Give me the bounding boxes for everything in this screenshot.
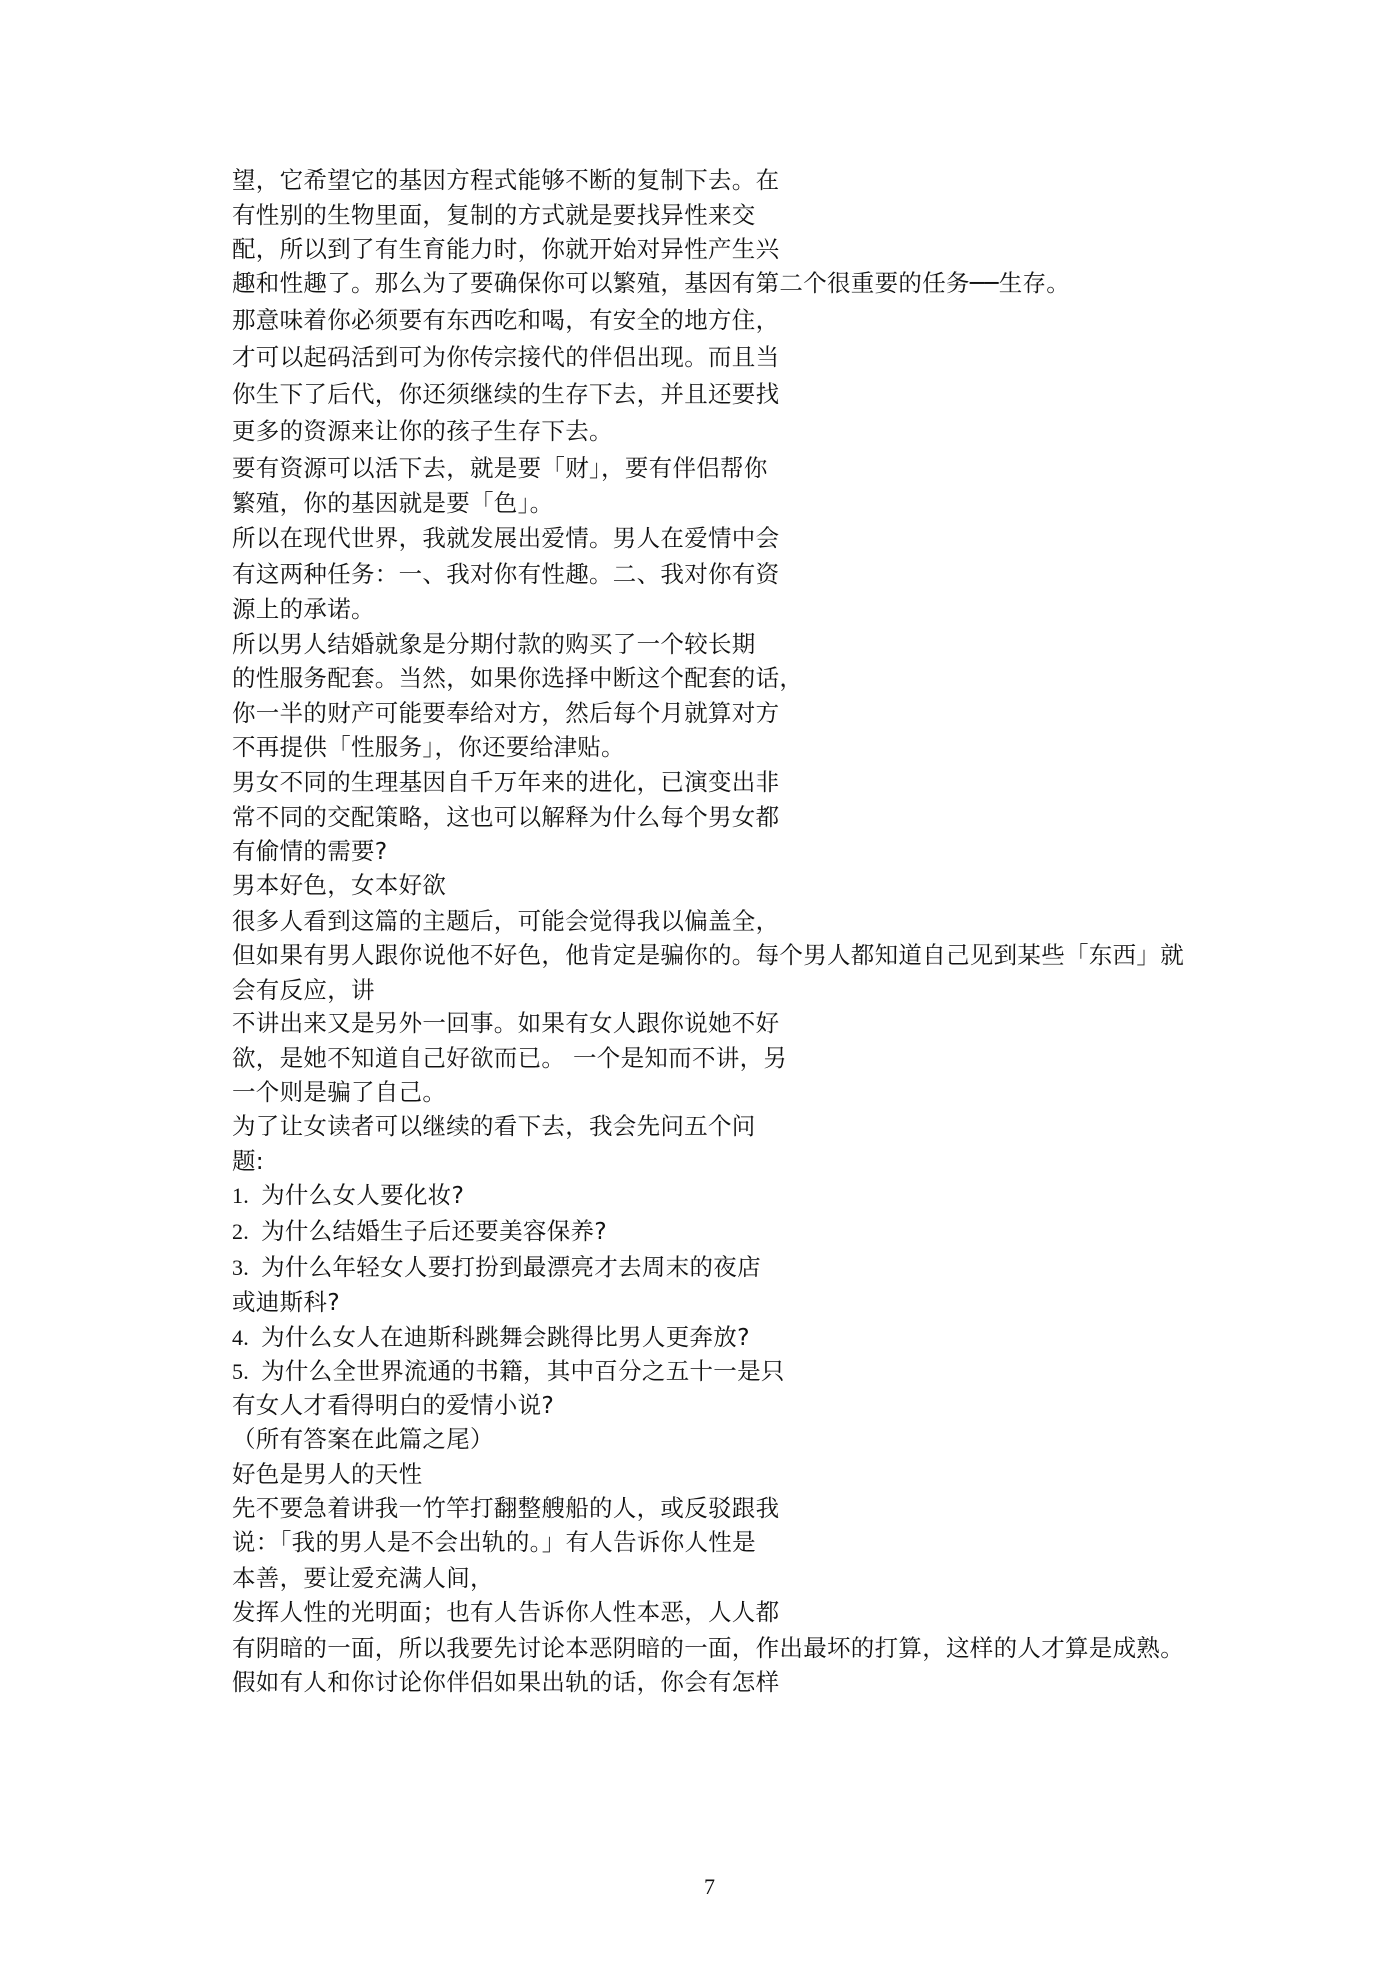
text-line: 题:: [232, 1147, 265, 1175]
text-line: （所有答案在此篇之尾）: [232, 1425, 494, 1453]
text-line: 先不要急着讲我一竹竿打翻整艘船的人，或反驳跟我: [232, 1494, 780, 1522]
page-number: 7: [704, 1874, 715, 1899]
text-line: 但如果有男人跟你说他不好色，他肯定是骗你的。每个男人都知道自己见到某些「东西」就: [232, 941, 1184, 969]
text-line: 不再提供「性服务」，你还要给津贴。: [232, 733, 625, 761]
question-text: 为什么年轻女人要打扮到最漂亮才去周末的夜店: [261, 1253, 761, 1281]
text-line: 假如有人和你讨论你伴侣如果出轨的话，你会有怎样: [232, 1668, 780, 1696]
text-line: 有这两种任务：一、我对你有性趣。二、我对你有资: [232, 560, 780, 588]
text-line: 好色是男人的天性: [232, 1460, 423, 1488]
question-number: 4.: [232, 1325, 250, 1350]
text-line: 常不同的交配策略，这也可以解释为什么每个男女都: [232, 803, 780, 831]
text-line: 说：「我的男人是不会出轨的。」有人告诉你人性是: [232, 1528, 756, 1556]
text-line: 望，它希望它的基因方程式能够不断的复制下去。在: [232, 166, 780, 194]
question-text: 为什么女人在迪斯科跳舞会跳得比男人更奔放?: [261, 1323, 750, 1351]
text-line: 男本好色，女本好欲: [232, 871, 447, 899]
text-line: 才可以起码活到可为你传宗接代的伴侣出现。而且当: [232, 343, 780, 371]
question-item: [232, 1216, 607, 1247]
text-line: 趣和性趣了。那么为了要确保你可以繁殖，基因有第二个很重要的任务──生存。: [232, 269, 1071, 297]
text-line: 那意味着你必须要有东西吃和喝，有安全的地方住，: [232, 306, 780, 334]
text-line: 的性服务配套。当然，如果你选择中断这个配套的话，: [232, 664, 804, 692]
question-text: 为什么女人要化妆?: [261, 1181, 465, 1209]
question-number: 2.: [232, 1219, 250, 1244]
question-text: 为什么结婚生子后还要美容保养?: [261, 1217, 608, 1245]
text-line: 不讲出来又是另外一回事。如果有女人跟你说她不好: [232, 1009, 780, 1037]
text-line: 源上的承诺。: [232, 595, 375, 623]
question-number: 3.: [232, 1255, 250, 1280]
question-continuation: 或迪斯科?: [232, 1288, 340, 1316]
text-line: 为了让女读者可以继续的看下去，我会先问五个问: [232, 1112, 756, 1140]
question-item: [232, 1252, 761, 1283]
text-line: 很多人看到这篇的主题后，可能会觉得我以偏盖全，: [232, 907, 780, 935]
text-line: 欲，是她不知道自己好欲而已。 一个是知而不讲，另: [232, 1044, 788, 1072]
text-line: 有阴暗的一面，所以我要先讨论本恶阴暗的一面，作出最坏的打算，这样的人才算是成熟。: [232, 1634, 1184, 1662]
text-line: 男女不同的生理基因自千万年来的进化，已演变出非: [232, 768, 780, 796]
text-line: 所以在现代世界，我就发展出爱情。男人在爱情中会: [232, 524, 780, 552]
question-number: 5.: [232, 1359, 250, 1384]
question-number: 1.: [232, 1183, 250, 1208]
question-continuation: 有女人才看得明白的爱情小说?: [232, 1391, 555, 1419]
text-line: 更多的资源来让你的孩子生存下去。: [232, 417, 613, 445]
text-line: 你一半的财产可能要奉给对方，然后每个月就算对方: [232, 699, 780, 727]
text-line: 所以男人结婚就象是分期付款的购买了一个较长期: [232, 630, 756, 658]
text-line: 发挥人性的光明面；也有人告诉你人性本恶，人人都: [232, 1598, 780, 1626]
text-line: 你生下了后代，你还须继续的生存下去，并且还要找: [232, 380, 780, 408]
text-line: 有性别的生物里面，复制的方式就是要找异性来交: [232, 201, 756, 229]
text-line: 一个则是骗了自己。: [232, 1078, 447, 1106]
text-line: 配，所以到了有生育能力时，你就开始对异性产生兴: [232, 235, 780, 263]
text-line: 繁殖，你的基因就是要「色」。: [232, 489, 554, 517]
text-line: 本善，要让爱充满人间，: [232, 1564, 494, 1592]
text-line: 要有资源可以活下去，就是要「财」，要有伴侣帮你: [232, 454, 768, 482]
text-line: 会有反应，讲: [232, 976, 375, 1004]
question-text: 为什么全世界流通的书籍，其中百分之五十一是只: [261, 1357, 785, 1385]
question-item: [232, 1322, 750, 1353]
text-line: 有偷情的需要?: [232, 837, 388, 865]
question-item: [232, 1180, 464, 1211]
question-item: [232, 1356, 785, 1387]
